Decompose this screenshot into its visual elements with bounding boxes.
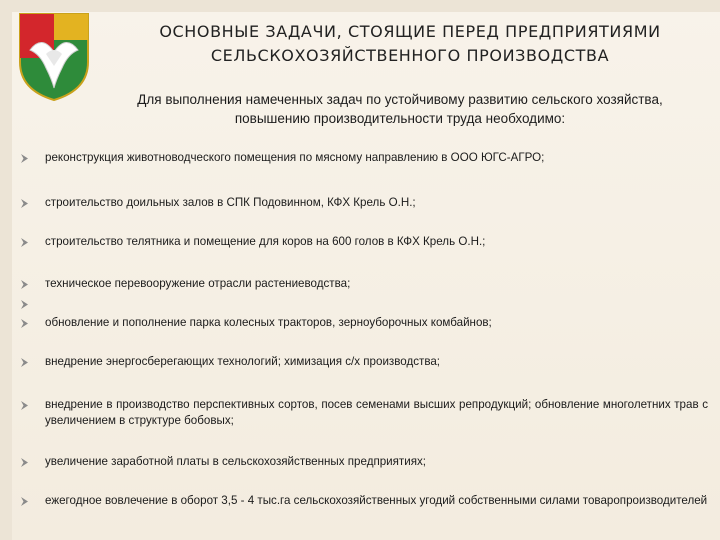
coat-of-arms-icon [16,10,92,102]
task-text: обновление и пополнение парка колесных тракторов, зерноуборочных комбайнов; [45,316,492,329]
task-text: техническое перевооружение отрасли растениеводства; [45,277,351,290]
task-text: внедрение в производство перспективных сортов, посев семенами высших репродукций; обновление многолетних трав с увеличением в структуре бобовых; [45,398,708,427]
arrow-bullet-icon [20,279,29,290]
task-text: увеличение заработной платы в сельскохозяйственных предприятиях; [45,455,427,468]
arrow-bullet-icon [20,357,29,368]
task-text: реконструкция животноводческого помещения по мясному направлению в ООО ЮГС-АГРО; [45,151,545,164]
arrow-bullet-icon [20,318,29,329]
left-frame-band [0,0,12,540]
intro-line-2: повышению производительности труда необходимо: [234,111,566,126]
arrow-bullet-icon [20,400,29,411]
intro-line-1: Для выполнения намеченных задач по устойчивому развитию сельского хозяйства, [137,92,663,107]
task-text: строительство телятника и помещение для коров на 600 голов в КФХ Крель О.Н.; [45,235,486,248]
arrow-bullet-icon [20,299,29,310]
arrow-bullet-icon [20,496,29,507]
slide-title [120,20,700,68]
top-frame-band [0,0,720,12]
title-line-1: ОСНОВНЫЕ ЗАДАЧИ, СТОЯЩИЕ ПЕРЕД ПРЕДПРИЯТИЯМИ [159,22,661,41]
arrow-bullet-icon [20,153,29,164]
task-text: внедрение энергосберегающих технологий; химизация с/х производства; [45,355,441,368]
task-text: строительство доильных залов в СПК Подовинном, КФХ Крель О.Н.; [45,196,416,209]
intro-text [100,90,700,128]
arrow-bullet-icon [20,457,29,468]
task-text: ежегодное вовлечение в оборот 3,5 - 4 тыс.га сельскохозяйственных угодий собственными силами товаропроизводителей [45,494,708,507]
title-line-2: СЕЛЬСКОХОЗЯЙСТВЕННОГО ПРОИЗВОДСТВА [210,46,610,65]
arrow-bullet-icon [20,198,29,209]
arrow-bullet-icon [20,237,29,248]
